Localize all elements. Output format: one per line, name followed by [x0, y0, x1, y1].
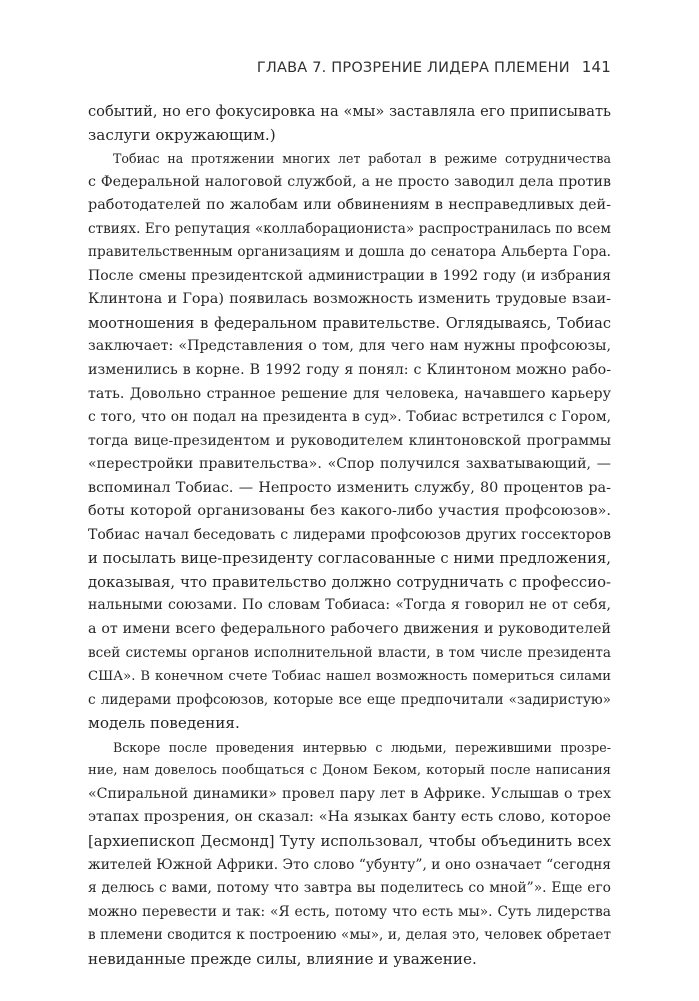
text-line: США». В конечном счете Тобиас нашел возможность помериться силами	[88, 669, 611, 685]
running-head	[0, 58, 611, 76]
text-line: нальными союзами. По словам Тобиаса: «Тогда я говорил не от себя,	[88, 597, 611, 614]
text-line: заключает: «Представления о том, для чего нам нужны профсоюзы,	[88, 338, 611, 355]
text-line: а от имени всего федерального рабочего движения и руководителей	[88, 621, 611, 638]
text-line: Тобиас начал беседовать с лидерами профсоюзов других госсекторов	[88, 526, 611, 543]
text-line: с того, что он подал на президента в суд». Тобиас встретился с Гором,	[88, 409, 611, 426]
text-line: в племени сводится к построению «мы», и, делая это, человек обретает	[88, 927, 611, 944]
text-line: событий, но его фокусировка на «мы» заставляла его приписывать	[88, 103, 611, 120]
text-line: тать. Довольно странное решение для человека, начавшего карьеру	[88, 385, 611, 402]
text-line: и посылать вице-президенту согласованные с ними предложения,	[88, 550, 611, 568]
text-line: Клинтона и Гора) появилась возможность изменить трудовые взаи-	[88, 291, 611, 308]
text-line: я делюсь с вами, потому что завтра вы поделитесь со мной”». Еще его	[88, 880, 611, 897]
text-line: тогда вице-президентом и руководителем клинтоновской программы	[88, 432, 611, 449]
text-line: невиданные прежде силы, влияние и уважение.	[88, 949, 477, 968]
text-line: модель поведения.	[88, 714, 240, 733]
text-line: заслуги окружающим.)	[88, 125, 276, 144]
text-line: правительственным организациям и дошла до сенатора Альберта Гора.	[88, 244, 611, 261]
text-line: всей системы органов исполнительной власти, в том числе президента	[88, 644, 611, 661]
text-line: «перестройки правительства». «Спор получился захватывающий, —	[88, 456, 611, 473]
text-line: с лидерами профсоюзов, которые все еще предпочитали «задиристую»	[88, 691, 611, 708]
text-line: После смены президентской администрации в 1992 году (и избрания	[88, 267, 611, 284]
text-line: [архиепископ Десмонд] Туту использовал, чтобы объединить всех	[88, 832, 611, 850]
text-line: работодателей по жалобам или обвинениям в несправедливых дей-	[88, 197, 611, 214]
text-line: ние, нам довелось пообщаться с Доном Беком, который после написания	[88, 763, 611, 779]
text-line: этапах прозрения, он сказал: «На языках банту есть слово, которое	[88, 809, 611, 826]
text-line: моотношения в федеральном правительстве. Оглядываясь, Тобиас	[88, 314, 611, 332]
text-line: изменились в корне. В 1992 году я понял: с Клинтоном можно рабо-	[88, 362, 611, 379]
text-line: Тобиас на протяжении многих лет работал в режиме сотрудничества	[113, 151, 611, 167]
page-number: 141	[581, 58, 611, 76]
text-line: жителей Южной Африки. Это слово “убунту”, и оно означает “сегодня	[88, 856, 611, 873]
text-line: «Спиральной динамики» провел пару лет в Африке. Услышав о трех	[88, 785, 611, 802]
text-line: Вскоре после проведения интервью с людьми, пережившими прозре-	[113, 739, 611, 755]
body-text	[88, 100, 611, 971]
chapter-title: ГЛАВА 7. ПРОЗРЕНИЕ ЛИДЕРА ПЛЕМЕНИ	[256, 60, 570, 76]
text-line: вспоминал Тобиас. — Непросто изменить службу, 80 процентов ра-	[88, 479, 611, 496]
text-line: боты которой организованы без какого-либо участия профсоюзов».	[88, 503, 611, 520]
text-line: с Федеральной налоговой службой, а не просто заводил дела против	[88, 173, 611, 190]
text-line: доказывая, что правительство должно сотрудничать с профессио-	[88, 573, 611, 591]
text-line: можно перевести и так: «Я есть, потому что есть мы». Суть лидерства	[88, 903, 611, 920]
text-line: ствиях. Его репутация «коллаборациониста» распространилась по всем	[88, 220, 611, 237]
